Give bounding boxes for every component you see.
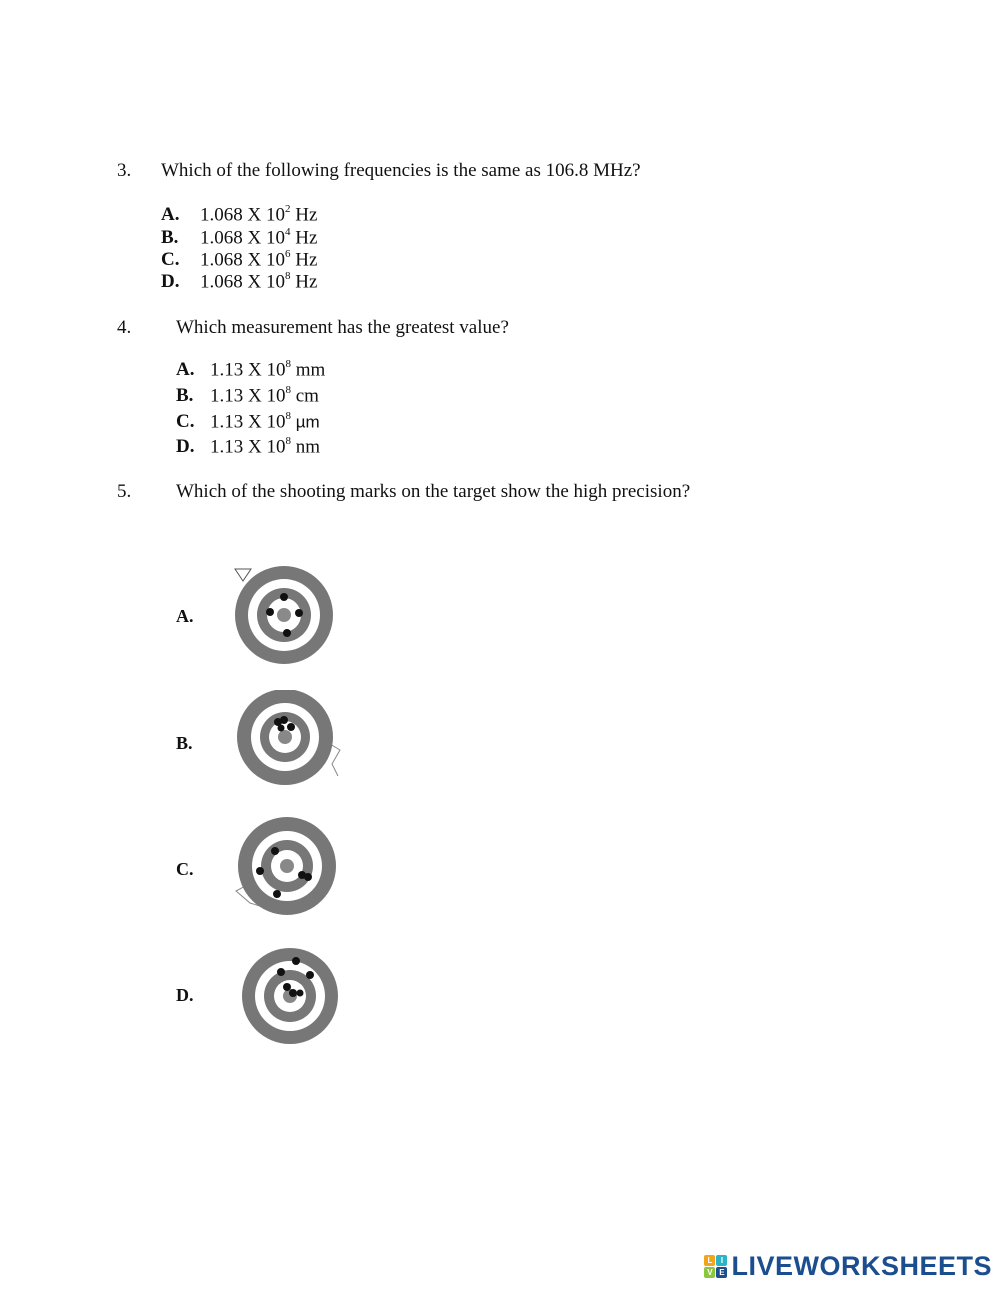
question-3-text: Which of the following frequencies is the same as 106.8 MHz? (161, 160, 641, 181)
option-unit: Hz (295, 271, 318, 293)
question-4-number: 4. (117, 317, 132, 338)
question-5-text: Which of the shooting marks on the target show the high precision? (176, 481, 691, 502)
target-loose-cluster-icon[interactable] (240, 946, 340, 1046)
option-letter: B. (161, 227, 179, 249)
option-unit: nm (295, 436, 321, 458)
target-scattered-icon[interactable] (226, 811, 342, 921)
option-letter: A. (176, 359, 195, 381)
option-exponent: 8 (285, 435, 291, 447)
question-3-option-b[interactable] (161, 227, 317, 251)
option-exponent: 8 (285, 384, 291, 396)
target-c-label[interactable]: C. (176, 859, 194, 879)
option-mantissa: 1.13 X 10 (210, 385, 286, 407)
option-mantissa: 1.068 X 10 (200, 204, 285, 226)
option-letter: B. (176, 385, 194, 407)
question-4-option-a[interactable] (176, 359, 325, 383)
option-mantissa: 1.068 X 10 (200, 271, 285, 293)
option-unit: µm (295, 412, 320, 432)
question-3-option-d[interactable] (161, 271, 317, 295)
liveworksheets-brand (704, 1251, 992, 1281)
question-4-option-b[interactable] (176, 385, 319, 409)
target-spread-ring-icon[interactable] (226, 563, 342, 667)
option-exponent: 4 (284, 226, 291, 238)
target-b-label[interactable]: B. (176, 733, 193, 753)
option-letter: D. (176, 436, 195, 458)
option-unit: Hz (295, 249, 318, 271)
option-letter: C. (176, 411, 195, 433)
logo-tile-e: E (716, 1267, 727, 1278)
option-unit: Hz (295, 227, 318, 249)
question-4-text: Which measurement has the greatest value? (176, 317, 509, 338)
option-exponent: 8 (285, 358, 291, 370)
option-mantissa: 1.13 X 10 (210, 411, 286, 433)
option-mantissa: 1.068 X 10 (200, 249, 285, 271)
question-4-option-d[interactable] (176, 436, 320, 460)
option-exponent: 6 (284, 248, 291, 260)
logo-tile-v: V (704, 1267, 715, 1278)
target-d-label[interactable]: D. (176, 985, 194, 1005)
option-unit: Hz (295, 204, 318, 226)
option-mantissa: 1.13 X 10 (210, 359, 286, 381)
question-5-number: 5. (117, 481, 132, 502)
question-3-option-a[interactable] (161, 204, 317, 228)
option-unit: cm (295, 385, 319, 407)
target-a-label[interactable]: A. (176, 606, 194, 626)
option-exponent: 8 (284, 270, 291, 282)
question-3-option-c[interactable] (161, 249, 317, 273)
option-unit: mm (295, 359, 326, 381)
question-4-option-c[interactable] (176, 411, 320, 435)
target-clustered-icon[interactable] (232, 690, 344, 786)
option-letter: A. (161, 204, 180, 226)
option-mantissa: 1.068 X 10 (200, 227, 285, 249)
option-exponent: 2 (284, 203, 291, 215)
logo-tile-l: L (704, 1255, 715, 1266)
option-letter: D. (161, 271, 180, 293)
question-3-number: 3. (117, 160, 132, 181)
liveworksheets-logo-icon (704, 1255, 727, 1278)
option-mantissa: 1.13 X 10 (210, 436, 286, 458)
brand-name: LIVEWORKSHEETS (731, 1250, 992, 1281)
option-letter: C. (161, 249, 180, 271)
logo-tile-i: I (716, 1255, 727, 1266)
option-exponent: 8 (285, 410, 291, 422)
